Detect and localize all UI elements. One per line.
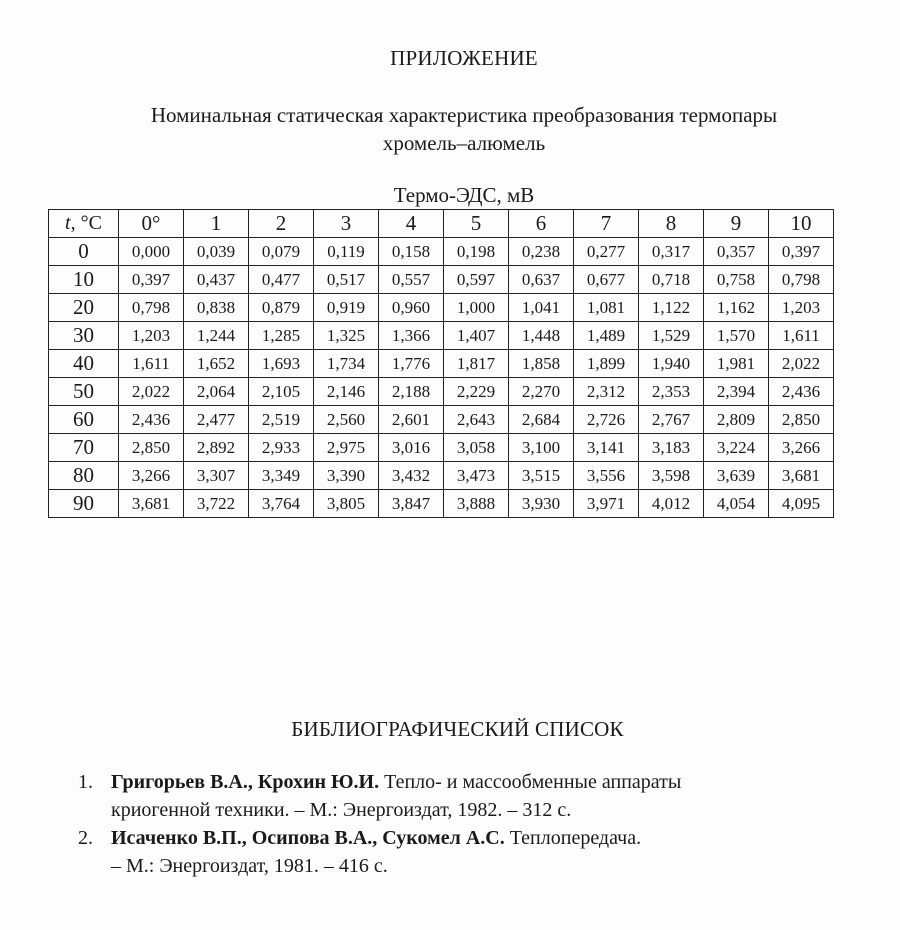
column-header: 8 (639, 210, 704, 238)
emf-value-cell: 1,693 (249, 350, 314, 378)
table-row (49, 462, 834, 490)
emf-value-cell: 1,407 (444, 322, 509, 350)
emf-value-cell: 1,652 (184, 350, 249, 378)
emf-value-cell: 2,105 (249, 378, 314, 406)
emf-value-cell: 2,726 (574, 406, 639, 434)
emf-value-cell: 1,285 (249, 322, 314, 350)
emf-value-cell: 0,517 (314, 266, 379, 294)
emf-value-cell: 2,394 (704, 378, 769, 406)
emf-value-cell: 3,266 (119, 462, 184, 490)
emf-value-cell: 1,611 (119, 350, 184, 378)
emf-value-cell: 2,229 (444, 378, 509, 406)
emf-value-cell: 0,437 (184, 266, 249, 294)
column-header: 5 (444, 210, 509, 238)
emf-value-cell: 2,684 (509, 406, 574, 434)
bibliography-list (78, 768, 838, 880)
bibliography-item-authors: Григорьев В.А., Крохин Ю.И. (111, 771, 380, 793)
table-row (49, 266, 834, 294)
emf-value-cell: 2,892 (184, 434, 249, 462)
emf-value-cell: 0,879 (249, 294, 314, 322)
emf-value-cell: 3,639 (704, 462, 769, 490)
emf-value-cell: 2,933 (249, 434, 314, 462)
row-temperature-cell: 60 (49, 406, 119, 434)
emf-value-cell: 1,940 (639, 350, 704, 378)
emf-value-cell: 3,432 (379, 462, 444, 490)
emf-value-cell: 1,366 (379, 322, 444, 350)
table-caption-line-1: Номинальная статическая характеристика преобразования термопары (150, 103, 778, 127)
temperature-symbol: t (65, 212, 71, 234)
emf-value-cell: 0,039 (184, 238, 249, 266)
emf-value-cell: 3,390 (314, 462, 379, 490)
emf-value-cell: 1,122 (639, 294, 704, 322)
emf-value-cell: 3,349 (249, 462, 314, 490)
emf-value-cell: 3,681 (119, 490, 184, 518)
emf-value-cell: 4,054 (704, 490, 769, 518)
emf-value-cell: 1,448 (509, 322, 574, 350)
bibliography-item-number: 2. (78, 827, 93, 849)
emf-value-cell: 1,611 (769, 322, 834, 350)
column-header: 1 (184, 210, 249, 238)
table-row (49, 378, 834, 406)
emf-value-cell: 0,397 (769, 238, 834, 266)
emf-value-cell: 3,183 (639, 434, 704, 462)
emf-value-cell: 1,325 (314, 322, 379, 350)
temperature-column-header (49, 210, 119, 238)
thermocouple-table (48, 209, 834, 518)
emf-value-cell: 3,722 (184, 490, 249, 518)
emf-value-cell: 2,850 (119, 434, 184, 462)
emf-value-cell: 3,598 (639, 462, 704, 490)
emf-value-cell: 0,637 (509, 266, 574, 294)
emf-value-cell: 2,022 (769, 350, 834, 378)
row-temperature-cell: 30 (49, 322, 119, 350)
emf-value-cell: 4,095 (769, 490, 834, 518)
table-row (49, 406, 834, 434)
emf-value-cell: 1,817 (444, 350, 509, 378)
emf-value-cell: 2,767 (639, 406, 704, 434)
emf-value-cell: 3,473 (444, 462, 509, 490)
bibliography-item-title: Тепло- и массообменные аппараты (379, 771, 682, 793)
emf-value-cell: 0,000 (119, 238, 184, 266)
row-temperature-cell: 70 (49, 434, 119, 462)
emf-value-cell: 1,734 (314, 350, 379, 378)
bibliography-title: БИБЛИОГРАФИЧЕСКИЙ СПИСОК (291, 717, 624, 741)
bibliography-item (78, 768, 838, 824)
emf-value-cell: 3,100 (509, 434, 574, 462)
emf-value-cell: 2,270 (509, 378, 574, 406)
emf-value-cell: 0,277 (574, 238, 639, 266)
emf-value-cell: 0,557 (379, 266, 444, 294)
column-header: 10 (769, 210, 834, 238)
table-row (49, 490, 834, 518)
emf-value-cell: 0,397 (119, 266, 184, 294)
emf-value-cell: 2,353 (639, 378, 704, 406)
emf-value-cell: 2,975 (314, 434, 379, 462)
emf-value-cell: 2,850 (769, 406, 834, 434)
emf-value-cell: 1,203 (119, 322, 184, 350)
row-temperature-cell: 0 (49, 238, 119, 266)
emf-value-cell: 3,681 (769, 462, 834, 490)
emf-value-cell: 3,224 (704, 434, 769, 462)
emf-value-cell: 1,244 (184, 322, 249, 350)
table-caption-line-2: хромель–алюмель (382, 131, 546, 155)
emf-value-cell: 0,119 (314, 238, 379, 266)
emf-value-cell: 1,899 (574, 350, 639, 378)
bibliography-item-number: 1. (78, 771, 93, 793)
emf-value-cell: 3,805 (314, 490, 379, 518)
emf-value-cell: 2,643 (444, 406, 509, 434)
emf-value-cell: 1,776 (379, 350, 444, 378)
table-body (49, 238, 834, 518)
emf-value-cell: 1,203 (769, 294, 834, 322)
emf-value-cell: 3,930 (509, 490, 574, 518)
emf-value-cell: 1,529 (639, 322, 704, 350)
emf-value-cell: 2,022 (119, 378, 184, 406)
emf-value-cell: 0,477 (249, 266, 314, 294)
emf-value-cell: 2,312 (574, 378, 639, 406)
emf-value-cell: 0,677 (574, 266, 639, 294)
column-header: 4 (379, 210, 444, 238)
emf-value-cell: 0,960 (379, 294, 444, 322)
row-temperature-cell: 10 (49, 266, 119, 294)
row-temperature-cell: 40 (49, 350, 119, 378)
bibliography-item-authors: Исаченко В.П., Осипова В.А., Сукомел А.С. (111, 827, 505, 849)
column-header: 9 (704, 210, 769, 238)
emf-value-cell: 0,798 (119, 294, 184, 322)
column-header: 0° (119, 210, 184, 238)
emf-value-cell: 2,519 (249, 406, 314, 434)
bibliography-item-title: Теплопередача. (504, 827, 642, 849)
emf-value-cell: 0,198 (444, 238, 509, 266)
emf-value-cell: 0,919 (314, 294, 379, 322)
emf-value-cell: 1,041 (509, 294, 574, 322)
column-header: 2 (249, 210, 314, 238)
table-row (49, 434, 834, 462)
emf-value-cell: 0,597 (444, 266, 509, 294)
emf-value-cell: 0,238 (509, 238, 574, 266)
emf-value-cell: 3,556 (574, 462, 639, 490)
emf-value-cell: 2,146 (314, 378, 379, 406)
table-row (49, 350, 834, 378)
emf-value-cell: 2,601 (379, 406, 444, 434)
bibliography-item (78, 824, 838, 880)
emf-value-cell: 1,489 (574, 322, 639, 350)
emf-value-cell: 1,162 (704, 294, 769, 322)
emf-value-cell: 3,971 (574, 490, 639, 518)
table-header-row (49, 210, 834, 238)
emf-value-cell: 3,515 (509, 462, 574, 490)
table-row (49, 294, 834, 322)
emf-value-cell: 0,079 (249, 238, 314, 266)
row-temperature-cell: 50 (49, 378, 119, 406)
emf-value-cell: 1,000 (444, 294, 509, 322)
emf-value-cell: 3,888 (444, 490, 509, 518)
column-header: 7 (574, 210, 639, 238)
row-temperature-cell: 80 (49, 462, 119, 490)
table-row (49, 238, 834, 266)
emf-value-cell: 4,012 (639, 490, 704, 518)
table-row (49, 322, 834, 350)
emf-value-cell: 2,436 (769, 378, 834, 406)
emf-value-cell: 1,081 (574, 294, 639, 322)
emf-value-cell: 0,758 (704, 266, 769, 294)
emf-value-cell: 3,016 (379, 434, 444, 462)
emf-value-cell: 2,064 (184, 378, 249, 406)
column-header: 6 (509, 210, 574, 238)
emf-value-cell: 0,838 (184, 294, 249, 322)
emf-value-cell: 1,858 (509, 350, 574, 378)
emf-value-cell: 2,477 (184, 406, 249, 434)
temperature-unit: , °С (70, 212, 102, 234)
bibliography-item-publication: – М.: Энергоиздат, 1981. – 416 с. (111, 855, 388, 877)
emf-value-cell: 3,141 (574, 434, 639, 462)
emf-value-cell: 0,317 (639, 238, 704, 266)
emf-value-cell: 2,560 (314, 406, 379, 434)
row-temperature-cell: 90 (49, 490, 119, 518)
emf-value-cell: 3,266 (769, 434, 834, 462)
emf-value-cell: 0,158 (379, 238, 444, 266)
emf-value-cell: 1,570 (704, 322, 769, 350)
emf-value-cell: 2,436 (119, 406, 184, 434)
emf-value-cell: 3,058 (444, 434, 509, 462)
column-header: 3 (314, 210, 379, 238)
emf-value-cell: 3,764 (249, 490, 314, 518)
row-temperature-cell: 20 (49, 294, 119, 322)
emf-unit-label: Термо-ЭДС, мВ (393, 183, 535, 207)
bibliography-item-publication: криогенной техники. – М.: Энергоиздат, 1982. – 312 с. (111, 799, 572, 821)
emf-value-cell: 3,847 (379, 490, 444, 518)
emf-value-cell: 0,718 (639, 266, 704, 294)
emf-value-cell: 0,357 (704, 238, 769, 266)
emf-value-cell: 1,981 (704, 350, 769, 378)
emf-value-cell: 3,307 (184, 462, 249, 490)
table-caption (0, 101, 900, 157)
emf-value-cell: 2,809 (704, 406, 769, 434)
emf-value-cell: 0,798 (769, 266, 834, 294)
appendix-title: ПРИЛОЖЕНИЕ (390, 46, 538, 70)
emf-value-cell: 2,188 (379, 378, 444, 406)
